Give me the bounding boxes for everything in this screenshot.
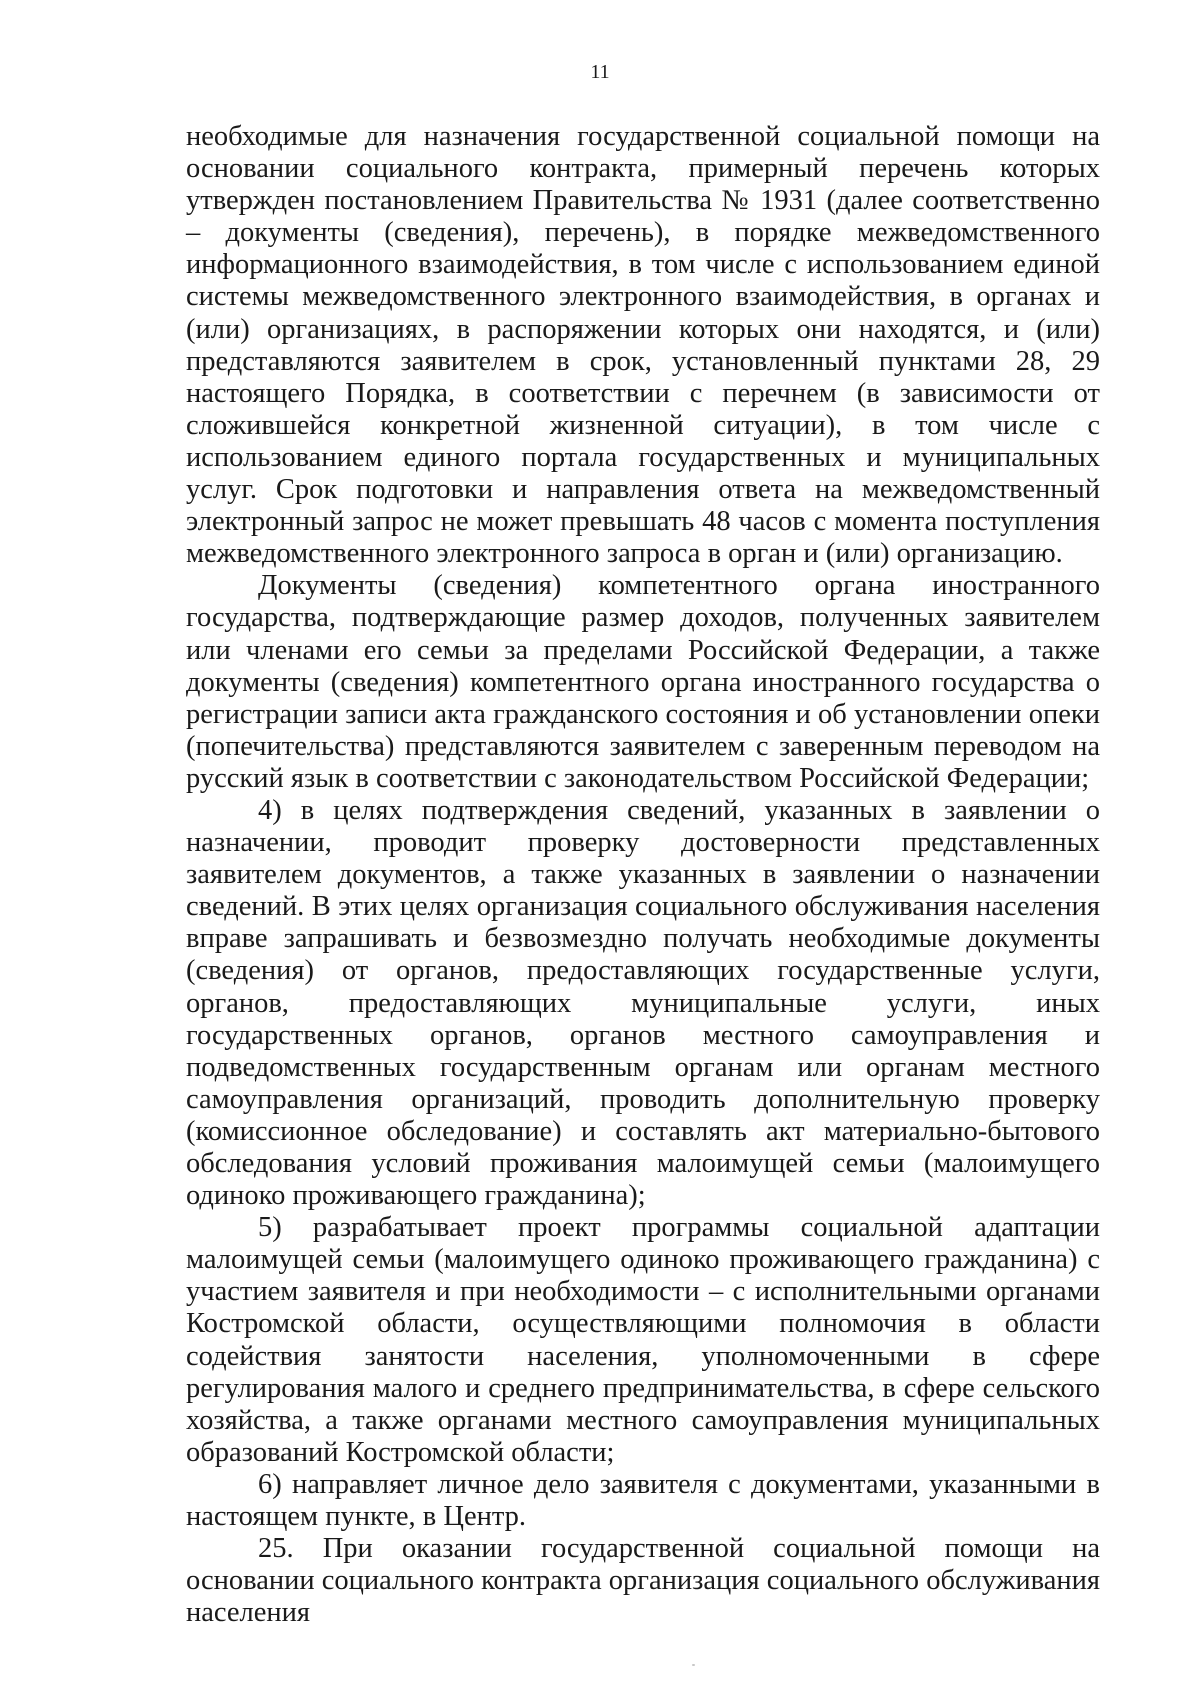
scan-speck bbox=[692, 1664, 695, 1666]
paragraph-foreign-documents: Документы (сведения) компетентного органа иностранного государства, подтверждающие размер доходов, полученных заявителем или членами его семьи за пределами Российской Федерации, а также документы (сведения) компетентного органа иностранного государства о регистрации записи акта гражданского состояния и об установлении опеки (попечительства) представляются заявителем с заверенным переводом на русский язык в соответствии с законодательством Российской Федерации; bbox=[186, 570, 1100, 794]
paragraph-clause-25: 25. При оказании государственной социальной помощи на основании социального контракта организация социального обслуживания населения bbox=[186, 1533, 1100, 1629]
paragraph-continuation: необходимые для назначения государственной социальной помощи на основании социального контракта, примерный перечень которых утвержден постановлением Правительства № 1931 (далее соответственно – документы (сведения), перечень), в порядке межведомственного информационного взаимодействия, в том числе с использованием единой системы межведомственного электронного взаимодействия, в органах и (или) организациях, в распоряжении которых они находятся, и (или) представляются заявителем в срок, установленный пунктами 28, 29 настоящего Порядка, в соответствии с перечнем (в зависимости от сложившейся конкретной жизненной ситуации), в том числе с использованием единого портала государственных и муниципальных услуг. Срок подготовки и направления ответа на межведомственный электронный запрос не может превышать 48 часов с момента поступления межведомственного электронного запроса в орган и (или) организацию. bbox=[186, 121, 1100, 570]
page-number: 11 bbox=[590, 61, 610, 83]
paragraph-item-4: 4) в целях подтверждения сведений, указанных в заявлении о назначении, проводит проверку достоверности представленных заявителем документов, а также указанных в заявлении о назначении сведений. В этих целях организация социального обслуживания населения вправе запрашивать и безвозмездно получать необходимые документы (сведения) от органов, предоставляющих государственные услуги, органов, предоставляющих муниципальные услуги, иных государственных органов, органов местного самоуправления и подведомственных государственным органам или органам местного самоуправления организаций, проводить дополнительную проверку (комиссионное обследование) и составлять акт материально-бытового обследования условий проживания малоимущей семьи (малоимущего одиноко проживающего гражданина); bbox=[186, 794, 1100, 1212]
paragraph-item-5: 5) разрабатывает проект программы социальной адаптации малоимущей семьи (малоимущего одиноко проживающего гражданина) с участием заявителя и при необходимости – с исполнительными органами Костромской области, осуществляющими полномочия в области содействия занятости населения, уполномоченными в сфере регулирования малого и среднего предпринимательства, в сфере сельского хозяйства, а также органами местного самоуправления муниципальных образований Костромской области; bbox=[186, 1212, 1100, 1468]
document-body bbox=[186, 121, 1100, 1629]
paragraph-item-6: 6) направляет личное дело заявителя с документами, указанными в настоящем пункте, в Центр. bbox=[186, 1468, 1100, 1533]
